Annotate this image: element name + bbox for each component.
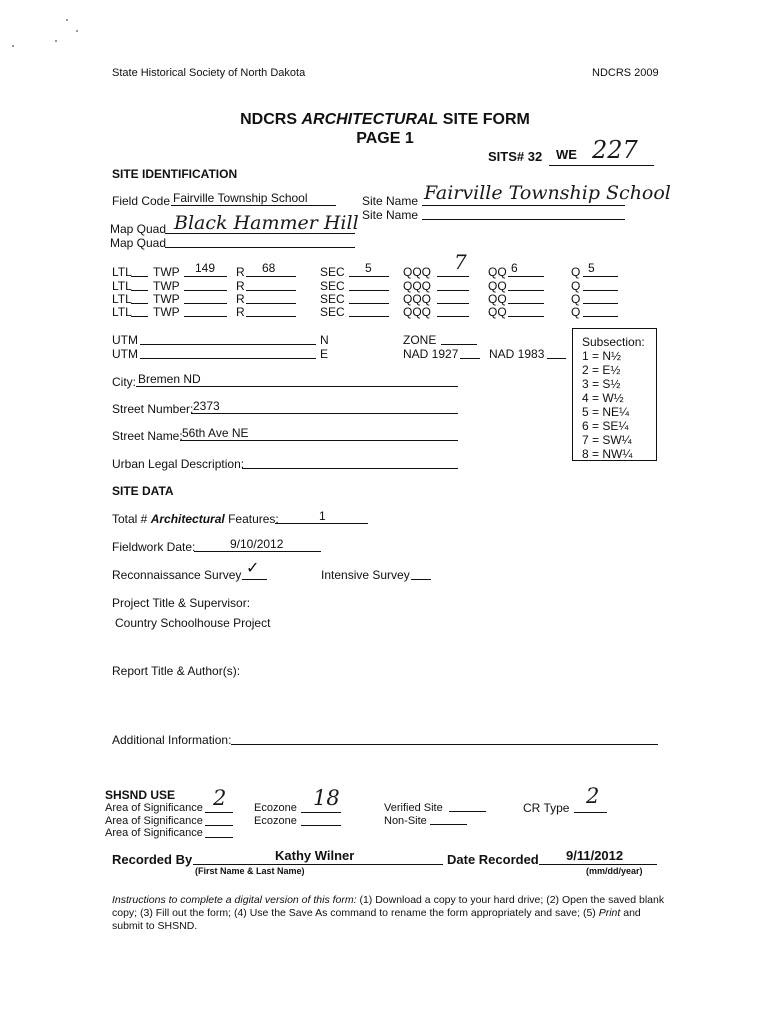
intensive-survey-line — [411, 579, 431, 580]
recorded-by-label: Recorded By — [112, 852, 193, 867]
subsection-item: 1 = N½ — [582, 349, 622, 363]
utm-n-label: N — [320, 333, 329, 347]
qqq-value[interactable]: 7 — [454, 250, 467, 274]
fieldwork-date-value[interactable]: 9/10/2012 — [230, 537, 284, 551]
sits-number[interactable]: 227 — [592, 136, 638, 164]
subsection-item: 8 = NW¼ — [582, 447, 633, 461]
date-recorded-line — [539, 864, 657, 865]
qq-value[interactable]: 6 — [511, 261, 518, 275]
q-line — [583, 290, 618, 291]
area-significance-label: Area of Significance — [105, 802, 203, 814]
verified-site-label: Verified Site — [384, 802, 443, 814]
area-significance-value[interactable]: 2 — [213, 786, 227, 810]
street-name-value[interactable]: 56th Ave NE — [182, 426, 249, 440]
qqq-label: QQQ — [403, 279, 432, 293]
ltl-label: LTL — [112, 279, 132, 293]
ecozone-value[interactable]: 18 — [313, 786, 340, 810]
qq-label: QQ — [488, 305, 507, 319]
twp-label: TWP — [153, 279, 180, 293]
q-line — [583, 316, 618, 317]
twp-label: TWP — [153, 265, 180, 279]
subsection-heading: Subsection: — [582, 335, 645, 349]
ecozone-line — [301, 812, 341, 813]
cr-type-line — [574, 812, 607, 813]
q-label: Q — [571, 265, 581, 279]
site-name-2-label: Site Name — [362, 208, 419, 222]
r-line — [246, 316, 296, 317]
qq-line — [508, 276, 544, 277]
form-subtitle: PAGE 1 — [356, 130, 414, 147]
cr-type-label: CR Type — [523, 801, 570, 815]
qqq-line — [437, 290, 469, 291]
ltl-line — [131, 303, 148, 304]
field-code-line — [171, 205, 336, 206]
site-name-2-line — [422, 219, 625, 220]
map-quad-value[interactable]: Black Hammer Hill — [174, 212, 359, 234]
q-label: Q — [571, 279, 581, 293]
ltl-line — [131, 290, 148, 291]
sec-line — [349, 290, 389, 291]
total-features-line — [275, 523, 368, 524]
subsection-item: 6 = SE¼ — [582, 419, 629, 433]
site-identification-heading: SITE IDENTIFICATION — [112, 167, 238, 181]
city-line — [136, 386, 458, 387]
q-label: Q — [571, 292, 581, 306]
qqq-line — [437, 303, 469, 304]
area-significance-label: Area of Significance — [105, 815, 203, 827]
sec-value[interactable]: 5 — [365, 261, 372, 275]
utm-label: UTM — [112, 347, 138, 361]
sec-label: SEC — [320, 305, 345, 319]
twp-value[interactable]: 149 — [195, 261, 216, 275]
street-name-label: Street Name: — [112, 429, 183, 443]
reconnaissance-survey-line — [242, 579, 267, 580]
ecozone-label: Ecozone — [254, 815, 297, 827]
area-significance-line — [205, 837, 233, 838]
twp-line — [184, 303, 227, 304]
recorded-by-value[interactable]: Kathy Wilner — [275, 848, 355, 863]
urban-legal-label: Urban Legal Description: — [112, 457, 245, 471]
qqq-label: QQQ — [403, 305, 432, 319]
verified-site-line — [449, 811, 486, 812]
nad-1983-label: NAD 1983 — [489, 347, 545, 361]
r-value[interactable]: 68 — [262, 261, 276, 275]
twp-label: TWP — [153, 292, 180, 306]
ltl-label: LTL — [112, 292, 132, 306]
subsection-item: 2 = E½ — [582, 363, 621, 377]
ltl-label: LTL — [112, 305, 132, 319]
sits-line — [549, 165, 654, 166]
qq-label: QQ — [488, 265, 507, 279]
q-line — [583, 276, 618, 277]
sec-label: SEC — [320, 292, 345, 306]
scan-speck — [12, 45, 14, 47]
ltl-label: LTL — [112, 265, 132, 279]
site-name-value[interactable]: Fairville Township School — [424, 182, 671, 204]
non-site-label: Non-Site — [384, 815, 427, 827]
qqq-line — [437, 276, 469, 277]
reconnaissance-checkmark-icon[interactable]: ✓ — [246, 560, 260, 577]
date-recorded-value[interactable]: 9/11/2012 — [566, 848, 624, 863]
ltl-line — [131, 316, 148, 317]
header-org: State Historical Society of North Dakota — [112, 67, 306, 79]
recorded-by-hint: (First Name & Last Name) — [195, 866, 305, 876]
street-name-line — [180, 440, 458, 441]
area-significance-label: Area of Significance — [105, 827, 203, 839]
fieldwork-date-label: Fieldwork Date: — [112, 540, 196, 554]
field-code-label: Field Code — [112, 194, 171, 208]
sec-label: SEC — [320, 279, 345, 293]
sits-label: SITS# 32 — [488, 149, 543, 164]
r-label: R — [236, 279, 245, 293]
recorded-by-line — [193, 864, 443, 865]
r-line — [246, 290, 296, 291]
sec-label: SEC — [320, 265, 345, 279]
street-number-value[interactable]: 2373 — [193, 399, 220, 413]
sec-line — [349, 316, 389, 317]
twp-line — [184, 276, 227, 277]
project-title-label: Project Title & Supervisor: — [112, 596, 251, 610]
sec-line — [349, 303, 389, 304]
utm-e-line — [140, 358, 316, 359]
ecozone-label: Ecozone — [254, 802, 297, 814]
reconnaissance-survey-label: Reconnaissance Survey — [112, 568, 242, 582]
site-data-heading: SITE DATA — [112, 484, 174, 498]
zone-line — [441, 344, 477, 345]
subsection-item: 4 = W½ — [582, 391, 624, 405]
qq-line — [508, 290, 544, 291]
q-value[interactable]: 5 — [588, 261, 595, 275]
r-label: R — [236, 305, 245, 319]
q-line — [583, 303, 618, 304]
site-name-line — [422, 205, 625, 206]
r-line — [246, 303, 296, 304]
map-quad-label: Map Quad — [110, 222, 167, 236]
total-features-label: Total # Architectural Features: — [112, 512, 279, 526]
twp-line — [184, 316, 227, 317]
non-site-line — [430, 824, 467, 825]
sits-county[interactable]: WE — [556, 147, 577, 162]
r-line — [246, 276, 296, 277]
additional-info-line — [231, 744, 658, 745]
header-form-id: NDCRS 2009 — [592, 67, 659, 79]
street-number-label: Street Number: — [112, 402, 194, 416]
q-label: Q — [571, 305, 581, 319]
report-title-label: Report Title & Author(s): — [112, 664, 241, 678]
map-quad-2-line — [165, 247, 355, 248]
date-recorded-label: Date Recorded — [447, 852, 539, 867]
qqq-label: QQQ — [403, 265, 432, 279]
date-recorded-hint: (mm/dd/year) — [586, 866, 643, 876]
twp-line — [184, 290, 227, 291]
nad-1983-line — [547, 358, 566, 359]
qqq-label: QQQ — [403, 292, 432, 306]
subsection-item: 3 = S½ — [582, 377, 621, 391]
scan-speck — [55, 40, 57, 42]
total-features-value[interactable]: 1 — [319, 509, 326, 523]
subsection-box — [572, 328, 657, 461]
utm-e-label: E — [320, 347, 329, 361]
r-label: R — [236, 265, 245, 279]
qq-line — [508, 303, 544, 304]
subsection-item: 5 = NE¼ — [582, 405, 630, 419]
urban-legal-line — [242, 468, 458, 469]
intensive-survey-label: Intensive Survey — [321, 568, 410, 582]
city-value[interactable]: Bremen ND — [138, 372, 201, 386]
city-label: City: — [112, 375, 136, 389]
qq-label: QQ — [488, 292, 507, 306]
zone-label: ZONE — [403, 333, 437, 347]
map-quad-2-label: Map Quad — [110, 236, 167, 250]
ltl-line — [131, 276, 148, 277]
form-title: NDCRS ARCHITECTURAL SITE FORM — [240, 111, 530, 128]
field-code-value[interactable]: Fairville Township School — [173, 191, 308, 205]
subsection-item: 7 = SW¼ — [582, 433, 632, 447]
scan-speck — [76, 30, 78, 32]
street-number-line — [191, 413, 458, 414]
twp-label: TWP — [153, 305, 180, 319]
project-title-value[interactable]: Country Schoolhouse Project — [115, 616, 271, 630]
qq-line — [508, 316, 544, 317]
nad-1927-label: NAD 1927 — [403, 347, 459, 361]
area-significance-line — [205, 812, 233, 813]
scan-speck — [66, 19, 68, 21]
nad-1927-line — [460, 358, 480, 359]
area-significance-line — [205, 825, 233, 826]
utm-n-line — [140, 344, 316, 345]
shsnd-use-heading: SHSND USE — [105, 788, 176, 802]
fieldwork-date-line — [194, 551, 321, 552]
utm-label: UTM — [112, 333, 138, 347]
site-name-label: Site Name — [362, 194, 419, 208]
ecozone-line — [301, 825, 341, 826]
qqq-line — [437, 316, 469, 317]
instructions-text: Instructions to complete a digital version of this form: (1) Download a copy to your hard drive; (2) Open the saved blank copy; (3) Fill out the form; (4) Use the Save As command to rename the form appropriately and save; (5) Print and submit to SHSND. — [112, 894, 665, 932]
r-label: R — [236, 292, 245, 306]
cr-type-value[interactable]: 2 — [586, 784, 600, 808]
sec-line — [349, 276, 389, 277]
qq-label: QQ — [488, 279, 507, 293]
additional-info-label: Additional Information: — [112, 733, 232, 747]
